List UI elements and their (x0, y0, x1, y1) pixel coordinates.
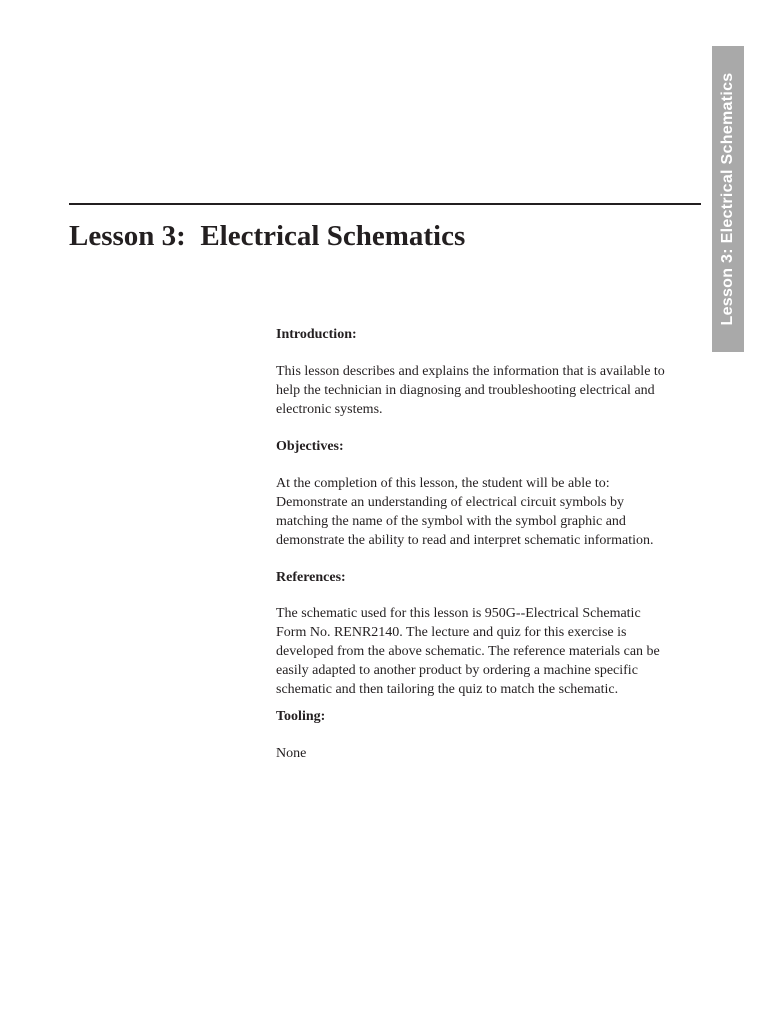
references-text (276, 604, 704, 699)
references-heading: References: (276, 570, 346, 585)
introduction-heading: Introduction: (276, 327, 357, 342)
objectives-line: At the completion of this lesson, the student will be able to: (276, 476, 610, 491)
introduction-line: This lesson describes and explains the information that is available to (276, 364, 665, 379)
objectives-line: Demonstrate an understanding of electrical circuit symbols by (276, 495, 624, 510)
references-line: developed from the above schematic. The reference materials can be (276, 644, 660, 659)
objectives-text (276, 474, 704, 550)
introduction-line: help the technician in diagnosing and troubleshooting electrical and (276, 383, 655, 398)
objectives-line: demonstrate the ability to read and interpret schematic information. (276, 533, 654, 548)
references-line: easily adapted to another product by ordering a machine specific (276, 663, 638, 678)
references-line: Form No. RENR2140. The lecture and quiz for this exercise is (276, 625, 627, 640)
introduction-line: electronic systems. (276, 402, 383, 417)
references-line: schematic and then tailoring the quiz to match the schematic. (276, 682, 619, 697)
tooling-heading: Tooling: (276, 709, 326, 724)
tooling-text: None (276, 746, 307, 761)
side-tab-label: Lesson 3: Electrical Schematics (719, 72, 736, 326)
objectives-line: matching the name of the symbol with the symbol graphic and (276, 514, 626, 529)
page-title: Lesson 3: Electrical Schematics (69, 220, 466, 252)
references-line: The schematic used for this lesson is 950G--Electrical Schematic (276, 606, 641, 621)
introduction-text (276, 362, 704, 419)
title-rule (69, 203, 701, 205)
side-tab (712, 46, 744, 352)
objectives-heading: Objectives: (276, 439, 344, 454)
